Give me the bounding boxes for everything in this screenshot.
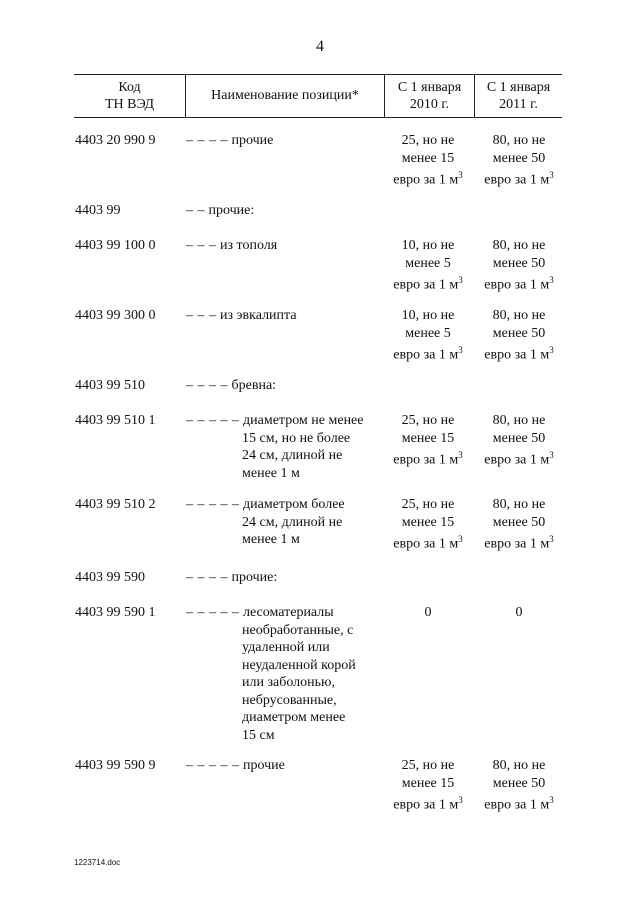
position-name-text: бревна: [231, 378, 277, 393]
rate-2010-text: евро за 1 м [393, 347, 459, 363]
position-name-text: прочие: [231, 570, 278, 585]
rate-2010-line [384, 255, 472, 273]
position-name [186, 757, 382, 775]
rate-2010-line [384, 514, 472, 532]
rate-2011-line [476, 531, 562, 553]
rate-2010-line [384, 342, 472, 364]
rate-2011-text: 80, но не [492, 308, 546, 323]
rate-2010-text: 10, но не [401, 238, 455, 253]
rate-2011-text: менее 50 [492, 775, 546, 791]
rate-2010-line [384, 792, 472, 814]
rate-2010-text: евро за 1 м [393, 797, 459, 813]
rate-2010 [384, 496, 472, 553]
rate-2010-text: менее 5 [405, 325, 451, 341]
rate-2011-text: менее 50 [492, 150, 546, 166]
rate-2010-line [384, 757, 472, 775]
rate-2010-text: 25, но не [401, 758, 455, 773]
level-dashes: – – – – – [186, 605, 240, 620]
rate-2010-text: менее 15 [401, 514, 455, 530]
rate-2010-text: менее 15 [401, 430, 455, 446]
rate-2010-line [384, 167, 472, 189]
position-name [186, 132, 382, 150]
rate-2010 [384, 307, 472, 364]
rate-2010-line [384, 132, 472, 150]
rate-2010-line [384, 775, 472, 793]
level-dashes: – – – – – [186, 758, 240, 773]
header-code-line: Код [118, 79, 141, 95]
cubic-superscript: 3 [458, 345, 463, 355]
rate-2011-text: евро за 1 м [484, 452, 550, 468]
rate-2011-line [476, 307, 562, 325]
hs-code: 4403 99 590 1 [75, 605, 156, 620]
rate-2011-text: 80, но не [492, 497, 546, 512]
rate-2011-text: менее 50 [492, 514, 546, 530]
position-name-line [186, 604, 382, 622]
cubic-superscript: 3 [458, 275, 463, 285]
rate-2011-line [476, 447, 562, 469]
position-name-line [186, 757, 382, 775]
position-name-line: или заболонью, [242, 675, 335, 690]
position-name-line: удаленной или [242, 640, 330, 655]
rate-2011-line [476, 150, 562, 168]
cubic-superscript: 3 [549, 275, 554, 285]
hs-code: 4403 99 [75, 203, 121, 218]
hs-code: 4403 99 510 2 [75, 497, 156, 512]
position-name-line: небрусованные, [242, 692, 337, 708]
rate-2010-text: евро за 1 м [393, 172, 459, 188]
rate-2011-text: евро за 1 м [484, 797, 550, 813]
rate-2011-line [476, 325, 562, 343]
header-2011-line: 2011 г. [499, 96, 538, 112]
hs-code: 4403 99 510 1 [75, 413, 156, 428]
cubic-superscript: 3 [549, 795, 554, 805]
position-name [186, 604, 382, 744]
rate-2010-text: евро за 1 м [393, 536, 459, 552]
rate-2011-text: 80, но не [492, 413, 546, 428]
rate-2011-text: менее 50 [492, 430, 546, 446]
hs-code: 4403 20 990 9 [75, 133, 156, 148]
rate-2010-line [384, 496, 472, 514]
position-name-line [186, 132, 382, 150]
position-name-text: прочие [243, 758, 285, 773]
rate-2010-line [384, 307, 472, 325]
rate-2011 [476, 757, 562, 814]
rate-2011-text: евро за 1 м [484, 536, 550, 552]
header-2011-line: С 1 января [486, 79, 551, 95]
rate-2010-line [384, 412, 472, 430]
position-name-line: 24 см, длиной не [242, 514, 343, 530]
rate-2010-text: 0 [424, 605, 432, 620]
position-name-text: диаметром не менее [243, 413, 364, 428]
cubic-superscript: 3 [549, 450, 554, 460]
rate-2010-line [384, 430, 472, 448]
position-name-line [186, 569, 382, 587]
position-name [186, 569, 382, 587]
position-name-line [186, 202, 382, 220]
rate-2011-text: евро за 1 м [484, 347, 550, 363]
cubic-superscript: 3 [549, 534, 554, 544]
rate-2010 [384, 132, 472, 189]
rate-2010-text: менее 15 [401, 775, 455, 791]
position-name-line [186, 307, 382, 325]
cubic-superscript: 3 [549, 170, 554, 180]
rate-2011-line [476, 757, 562, 775]
rate-2010 [384, 604, 472, 622]
rate-2010 [384, 757, 472, 814]
rate-2010-line [384, 150, 472, 168]
header-2011 [475, 74, 562, 117]
rate-2010-line [384, 237, 472, 255]
level-dashes: – – – – [186, 570, 228, 585]
rate-2010-text: евро за 1 м [393, 452, 459, 468]
position-name [186, 377, 382, 395]
position-name-line [186, 412, 382, 430]
position-name-line: 24 см, длиной не [242, 448, 343, 463]
header-code [74, 74, 185, 117]
level-dashes: – – – – – [186, 497, 240, 512]
rate-2011-line [476, 514, 562, 532]
rate-2010-text: 25, но не [401, 133, 455, 148]
rate-2011-text: 80, но не [492, 238, 546, 253]
level-dashes: – – – – [186, 378, 228, 393]
level-dashes: – – [186, 203, 205, 218]
position-name-text: из эвкалипта [220, 308, 297, 323]
header-name [186, 74, 384, 117]
cubic-superscript: 3 [458, 450, 463, 460]
rate-2011-line [476, 237, 562, 255]
rate-2010 [384, 237, 472, 294]
position-name-line: менее 1 м [242, 532, 300, 547]
level-dashes: – – – – – [186, 413, 240, 428]
position-name-line: неудаленной корой [242, 657, 356, 673]
level-dashes: – – – – [186, 133, 228, 148]
position-name-text: диаметром более [243, 497, 345, 512]
rate-2010-line [384, 272, 472, 294]
rate-2011-text: евро за 1 м [484, 277, 550, 293]
hs-code: 4403 99 590 [75, 570, 145, 585]
position-name [186, 237, 382, 255]
rate-2011-line [476, 412, 562, 430]
position-name-text: прочие: [208, 203, 255, 218]
rate-2011-line [476, 132, 562, 150]
footer-filename: 1223714.doc [74, 858, 121, 867]
level-dashes: – – – [186, 238, 217, 253]
position-name [186, 202, 382, 220]
hs-code: 4403 99 300 0 [75, 308, 156, 323]
rate-2011-line [476, 604, 562, 622]
rate-2010-line [384, 325, 472, 343]
rate-2011-text: евро за 1 м [484, 172, 550, 188]
rate-2010-text: 10, но не [401, 308, 455, 323]
position-name-text: из тополя [220, 238, 278, 253]
rate-2010-text: евро за 1 м [393, 277, 459, 293]
position-name [186, 412, 382, 482]
cubic-superscript: 3 [458, 795, 463, 805]
header-name-text: Наименование позиции* [211, 88, 359, 103]
rate-2010 [384, 412, 472, 469]
position-name [186, 307, 382, 325]
position-name-line: необработанные, с [242, 622, 354, 638]
rate-2011-text: менее 50 [492, 325, 546, 341]
rate-2010-line [384, 447, 472, 469]
rate-2011-text: 80, но не [492, 133, 546, 148]
rate-2011-line [476, 792, 562, 814]
rate-2011 [476, 496, 562, 553]
position-name-line [186, 237, 382, 255]
rate-2011 [476, 412, 562, 469]
rate-2011-line [476, 496, 562, 514]
rate-2010-line [384, 531, 472, 553]
rate-2010-text: 25, но не [401, 413, 455, 428]
rate-2011-text: менее 50 [492, 255, 546, 271]
position-name-line [186, 496, 382, 514]
rate-2011-line [476, 430, 562, 448]
position-name-line: менее 1 м [242, 465, 300, 481]
position-name-line [186, 377, 382, 395]
rate-2011-line [476, 775, 562, 793]
rate-2011-line [476, 167, 562, 189]
rate-2011 [476, 132, 562, 189]
cubic-superscript: 3 [458, 170, 463, 180]
rate-2011-text: 0 [515, 605, 523, 620]
rate-2011-line [476, 342, 562, 364]
cubic-superscript: 3 [549, 345, 554, 355]
hs-code: 4403 99 590 9 [75, 758, 156, 773]
rate-2011 [476, 237, 562, 294]
position-name-text: лесоматериалы [243, 605, 334, 620]
position-name-line: 15 см, но не более [242, 430, 351, 446]
rate-2010-text: 25, но не [401, 497, 455, 512]
cubic-superscript: 3 [458, 534, 463, 544]
header-2010-line: С 1 января [397, 79, 462, 95]
rate-2010-text: менее 15 [401, 150, 455, 166]
page-number: 4 [316, 38, 324, 55]
rate-2011-text: 80, но не [492, 758, 546, 773]
level-dashes: – – – [186, 308, 217, 323]
position-name-text: прочие [231, 133, 274, 148]
hs-code: 4403 99 100 0 [75, 238, 156, 253]
header-2010 [385, 74, 474, 117]
position-name [186, 496, 382, 549]
rate-2011-line [476, 255, 562, 273]
header-2010-line: 2010 г. [409, 96, 450, 112]
hs-code: 4403 99 510 [75, 378, 145, 393]
rate-2010-text: менее 5 [405, 255, 451, 271]
header-bottom-rule [74, 117, 562, 118]
position-name-line: диаметром менее [242, 710, 346, 725]
rate-2011-line [476, 272, 562, 294]
rate-2011 [476, 307, 562, 364]
rate-2010-line [384, 604, 472, 622]
header-code-line: ТН ВЭД [104, 96, 155, 112]
position-name-line: 15 см [242, 727, 275, 743]
rate-2011 [476, 604, 562, 622]
